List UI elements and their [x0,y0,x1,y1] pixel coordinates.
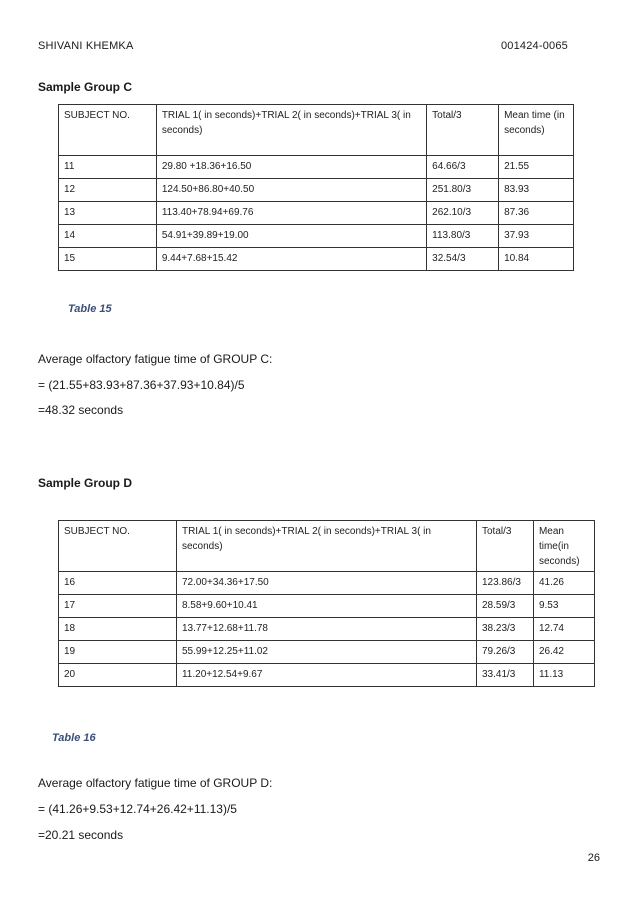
column-header: SUBJECT NO. [59,105,157,156]
group-c-average-formula: = (21.55+83.93+87.36+37.93+10.84)/5 [38,378,245,392]
column-header: Total/3 [477,521,534,572]
group-c-average-result: =48.32 seconds [38,403,124,417]
table-cell: 54.91+39.89+19.00 [156,225,426,248]
group-d-average-formula: = (41.26+9.53+12.74+26.42+11.13)/5 [38,802,237,816]
table-cell: 123.86/3 [477,572,534,595]
table-16-caption: Table 16 [52,732,96,744]
table-row [59,248,574,271]
table-row [59,202,574,225]
table-row [59,595,595,618]
table-cell: 41.26 [533,572,594,595]
table-cell: 13 [59,202,157,225]
table-cell: 17 [59,595,177,618]
table-cell: 26.42 [533,641,594,664]
table-cell: 12 [59,179,157,202]
table-cell: 33.41/3 [477,664,534,687]
table-cell: 37.93 [499,225,574,248]
table-cell: 124.50+86.80+40.50 [156,179,426,202]
table-cell: 251.80/3 [427,179,499,202]
table-cell: 29.80 +18.36+16.50 [156,156,426,179]
group-d-average-heading: Average olfactory fatigue time of GROUP D: [38,776,273,790]
table-cell: 87.36 [499,202,574,225]
table-cell: 15 [59,248,157,271]
table-cell: 13.77+12.68+11.78 [176,618,476,641]
table-cell: 32.54/3 [427,248,499,271]
table-cell: 11.20+12.54+9.67 [176,664,476,687]
column-header: TRIAL 1( in seconds)+TRIAL 2( in seconds)+TRIAL 3( in seconds) [176,521,476,572]
column-header: Mean time(in seconds) [533,521,594,572]
table-cell: 28.59/3 [477,595,534,618]
table-cell: 113.40+78.94+69.76 [156,202,426,225]
table-cell: 113.80/3 [427,225,499,248]
table-header-row [59,521,595,572]
table-cell: 72.00+34.36+17.50 [176,572,476,595]
column-header: SUBJECT NO. [59,521,177,572]
table-cell: 11 [59,156,157,179]
table-cell: 20 [59,664,177,687]
table-cell: 262.10/3 [427,202,499,225]
column-header: TRIAL 1( in seconds)+TRIAL 2( in seconds)+TRIAL 3( in seconds) [156,105,426,156]
table-15-caption: Table 15 [68,303,112,315]
table-cell: 8.58+9.60+10.41 [176,595,476,618]
table-cell: 64.66/3 [427,156,499,179]
group-c-average-heading: Average olfactory fatigue time of GROUP C: [38,352,273,366]
table-cell: 11.13 [533,664,594,687]
header-code: 001424-0065 [500,40,568,52]
table-cell: 12.74 [533,618,594,641]
column-header: Total/3 [427,105,499,156]
table-cell: 55.99+12.25+11.02 [176,641,476,664]
table-cell: 9.44+7.68+15.42 [156,248,426,271]
group-d-table [58,520,595,687]
table-cell: 10.84 [499,248,574,271]
group-d-title: Sample Group D [38,476,133,490]
table-row [59,572,595,595]
header-author: SHIVANI KHEMKA [38,40,134,52]
table-cell: 79.26/3 [477,641,534,664]
group-d-average-result: =20.21 seconds [38,828,124,842]
group-c-title: Sample Group C [38,80,133,94]
page-number: 26 [587,852,600,864]
table-cell: 83.93 [499,179,574,202]
table-row [59,641,595,664]
table-cell: 16 [59,572,177,595]
table-row [59,225,574,248]
table-row [59,179,574,202]
table-cell: 19 [59,641,177,664]
table-cell: 21.55 [499,156,574,179]
table-cell: 18 [59,618,177,641]
table-row [59,618,595,641]
column-header: Mean time (in seconds) [499,105,574,156]
table-cell: 9.53 [533,595,594,618]
table-row [59,156,574,179]
table-header-row [59,105,574,156]
table-cell: 38.23/3 [477,618,534,641]
group-c-table [58,104,574,271]
table-row [59,664,595,687]
table-cell: 14 [59,225,157,248]
